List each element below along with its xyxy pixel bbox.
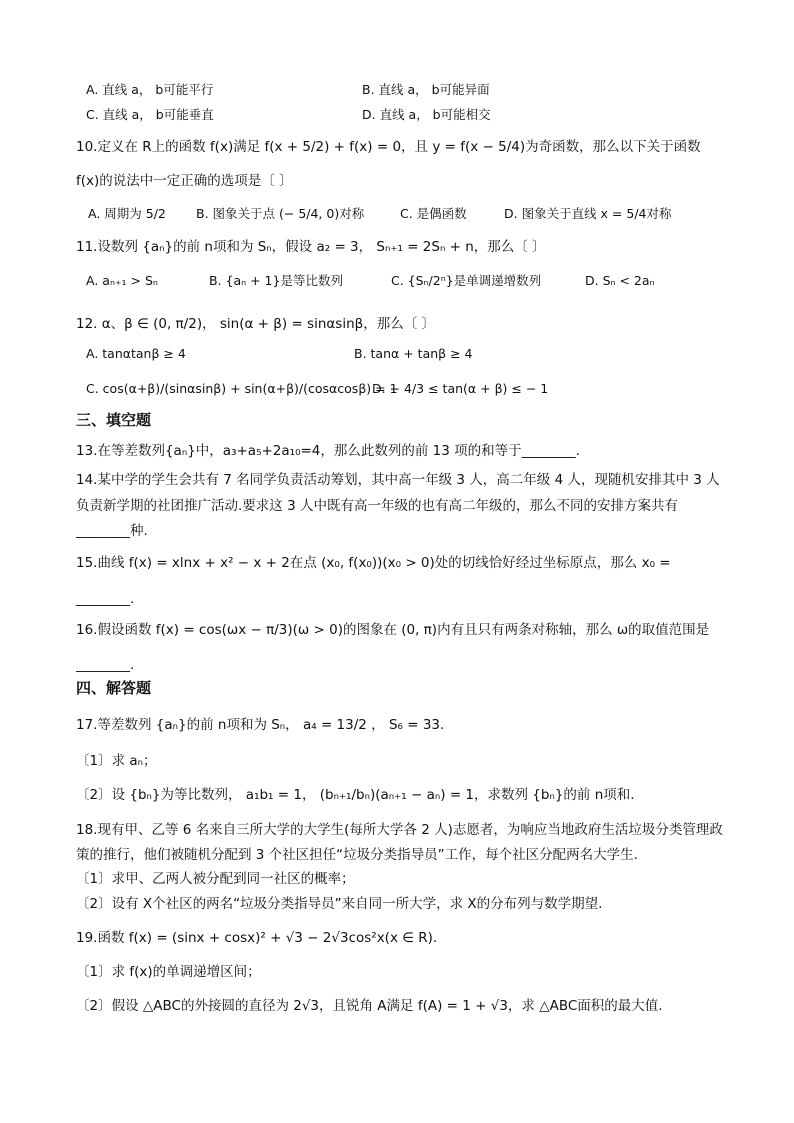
q16-stem-line1: 16.假设函数 f(x) = cos(ωx − π/3)(ω > 0)的图象在 (0, π)内有且只有两条对称轴，那么 ω的取值范围是 <box>76 622 710 638</box>
q13-stem: 13.在等差数列{aₙ}中，a₃+a₅+2a₁₀=4，那么此数列的前 13 项的和等于________. <box>76 443 580 459</box>
q16-stem-line2: ________. <box>76 657 135 673</box>
q17-part1: 〔1〕求 aₙ； <box>76 753 157 769</box>
q12-stem: 12. α、β ∈ (0, π/2)， sin(α + β) = sinαsinβ，那么〔 〕 <box>76 316 436 332</box>
q12-option-b: B. tanα + tanβ ≥ 4 <box>354 346 473 361</box>
q10-stem-line1: 10.定义在 R上的函数 f(x)满足 f(x + 5/2) + f(x) = 0，且 y = f(x − 5/4)为奇函数，那么以下关于函数 <box>76 139 701 155</box>
q10-option-c: C. 是偶函数 <box>400 206 467 221</box>
q14-stem-line2: 负责新学期的社团推广活动.要求这 3 人中既有高一年级的也有高二年级的，那么不同的安排方案共有 <box>76 498 678 514</box>
section-heading-fill-in: 三、填空题 <box>76 411 152 429</box>
q18-part1: 〔1〕求甲、乙两人被分配到同一社区的概率； <box>76 871 355 887</box>
q18-part2: 〔2〕设有 X个社区的两名“垃圾分类指导员”来自同一所大学，求 X的分布列与数学期望. <box>76 896 603 912</box>
section-heading-solutions: 四、解答题 <box>76 679 152 697</box>
q10-option-b: B. 图象关于点 (− 5/4, 0)对称 <box>196 206 365 221</box>
q9-option-c: C. 直线 a， b可能垂直 <box>86 107 214 122</box>
q15-stem-line2: ________. <box>76 591 135 607</box>
q12-option-d: D. − 4/3 ≤ tan(α + β) ≤ − 1 <box>372 381 549 396</box>
q19-part2: 〔2〕假设 △ABC的外接圆的直径为 2√3，且锐角 A满足 f(A) = 1 + √3，求 △ABC面积的最大值. <box>76 998 663 1014</box>
q17-part2: 〔2〕设 {bₙ}为等比数列， a₁b₁ = 1， (bₙ₊₁/bₙ)(aₙ₊₁ − aₙ) = 1，求数列 {bₙ}的前 n项和. <box>76 787 635 803</box>
q14-stem-line1: 14.某中学的学生会共有 7 名同学负责活动筹划，其中高一年级 3 人，高二年级 4 人，现随机安排其中 3 人 <box>76 472 720 488</box>
q10-option-a: A. 周期为 5/2 <box>88 206 166 221</box>
q18-stem-line2: 策的推行，他们被随机分配到 3 个社区担任“垃圾分类指导员”工作，每个社区分配两名大学生. <box>76 847 638 863</box>
q17-stem: 17.等差数列 {aₙ}的前 n项和为 Sₙ， a₄ = 13/2 ， S₆ = 33. <box>76 717 445 733</box>
q10-stem-line2: f(x)的说法中一定正确的选项是〔 〕 <box>76 173 293 189</box>
q15-stem-line1: 15.曲线 f(x) = xlnx + x² − x + 2在点 (x₀, f(x₀))(x₀ > 0)处的切线恰好经过坐标原点，那么 x₀ = <box>76 555 671 571</box>
q11-stem: 11.设数列 {aₙ}的前 n项和为 Sₙ，假设 a₂ = 3， Sₙ₊₁ = 2Sₙ + n，那么〔 〕 <box>76 239 546 255</box>
q18-stem-line1: 18.现有甲、乙等 6 名来自三所大学的大学生(每所大学各 2 人)志愿者，为响应当地政府生活垃圾分类管理政 <box>76 822 723 838</box>
q9-option-b: B. 直线 a， b可能异面 <box>362 82 490 97</box>
q10-option-d: D. 图象关于直线 x = 5/4对称 <box>504 206 672 221</box>
q11-option-b: B. {aₙ + 1}是等比数列 <box>209 273 343 288</box>
q19-part1: 〔1〕求 f(x)的单调递增区间； <box>76 964 261 980</box>
q9-option-a: A. 直线 a， b可能平行 <box>86 82 214 97</box>
q11-option-c: C. {Sₙ/2ⁿ}是单调递增数列 <box>391 273 542 288</box>
q12-option-c: C. cos(α+β)/(sinαsinβ) + sin(α+β)/(cosαcosβ) = 1 <box>86 381 398 396</box>
q19-stem: 19.函数 f(x) = (sinx + cosx)² + √3 − 2√3cos²x(x ∈ R). <box>76 930 438 946</box>
q14-stem-line3: ________种. <box>76 523 148 539</box>
q11-option-a: A. aₙ₊₁ > Sₙ <box>86 273 158 288</box>
q9-option-d: D. 直线 a， b可能相交 <box>362 107 491 122</box>
q12-option-a: A. tanαtanβ ≥ 4 <box>86 346 186 361</box>
q11-option-d: D. Sₙ < 2aₙ <box>585 273 655 288</box>
